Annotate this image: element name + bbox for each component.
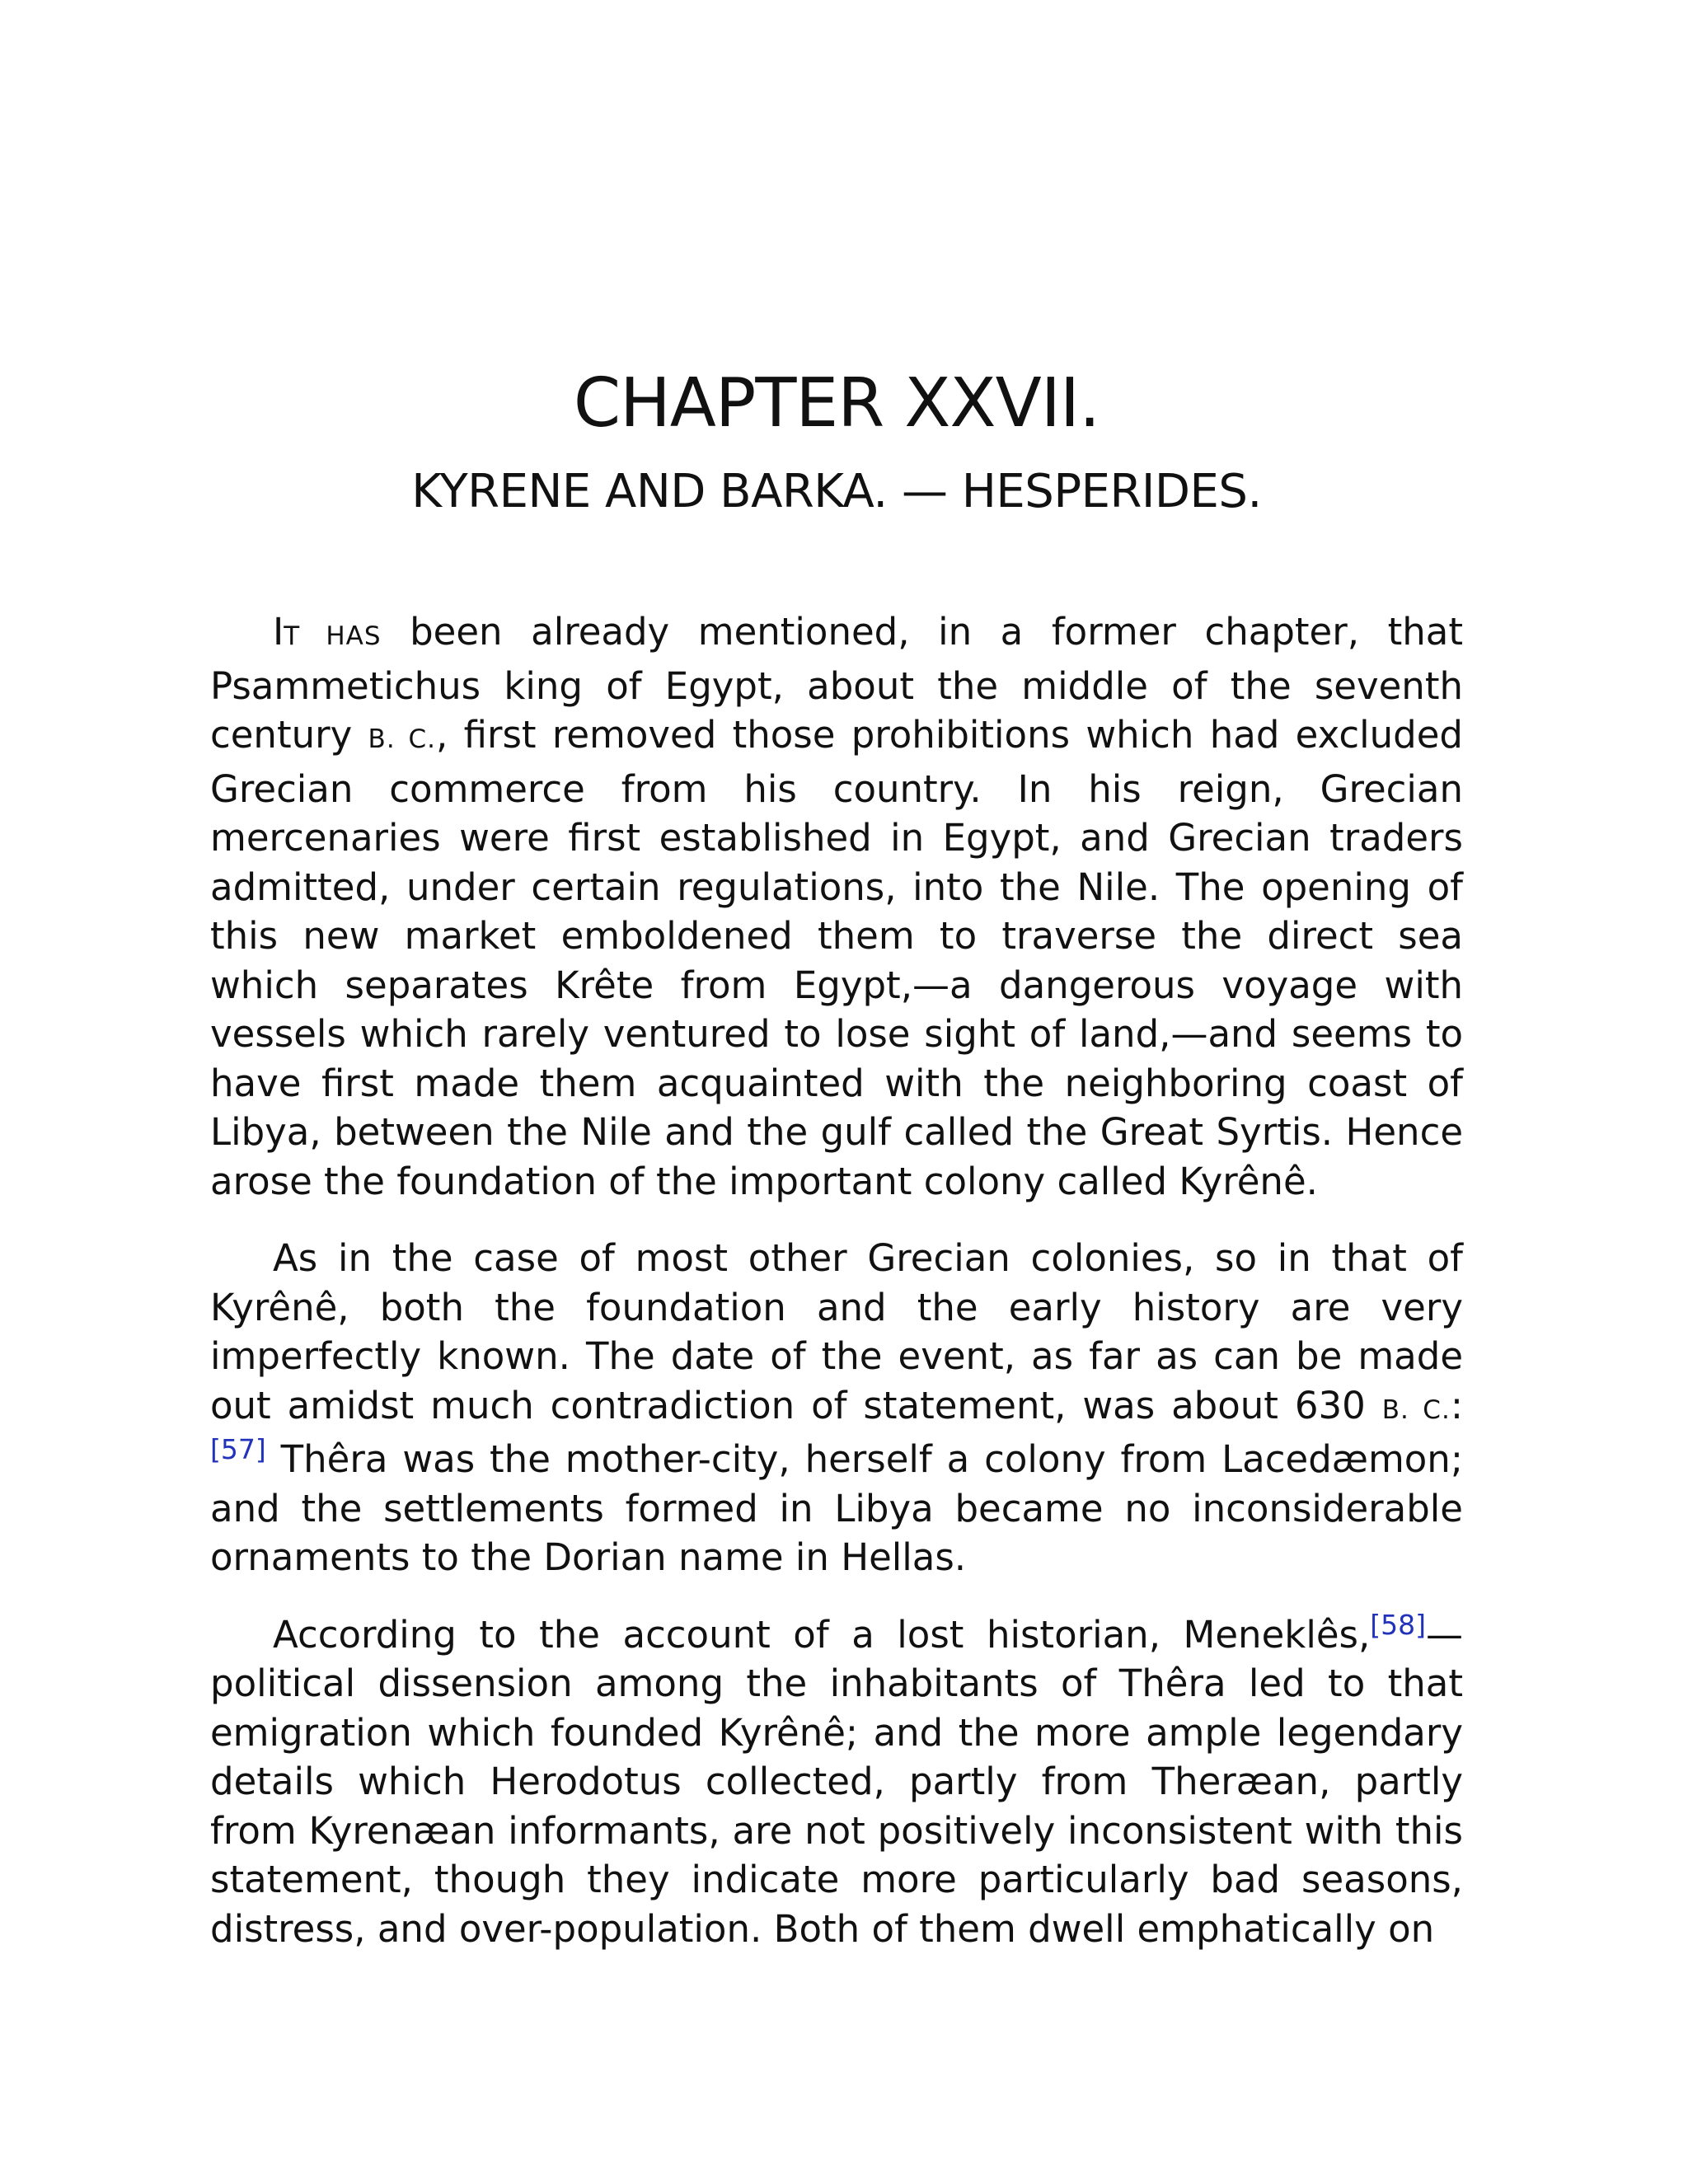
punctuation: :: [1450, 1383, 1463, 1427]
era-abbreviation: B. C.: [1381, 1394, 1451, 1425]
chapter-subtitle: KYRENE AND BARKA. — HESPERIDES.: [411, 465, 1262, 518]
paragraph-text: According to the account of a lost historian, Meneklês,: [273, 1612, 1371, 1657]
footnote-link-57[interactable]: [57]: [210, 1433, 266, 1465]
chapter-title: CHAPTER XXVII.: [573, 364, 1100, 443]
paragraph-2: [210, 1234, 1463, 1582]
footnote-link-58[interactable]: [58]: [1370, 1608, 1426, 1641]
paragraph-3: [210, 1610, 1463, 1954]
paragraph-1: [210, 607, 1463, 1206]
page: [210, 359, 1463, 1981]
paragraph-text: As in the case of most other Grecian colonies, so in that of Kyrênê, both the foundation and the early history are very imperfectly known. The date of the event, as far as can be made out amidst much contradiction of statement, was about 630: [210, 1236, 1463, 1427]
era-abbreviation: B. C.: [368, 724, 437, 754]
chapter-body: [210, 607, 1463, 1953]
drop-capital: I: [273, 610, 284, 654]
paragraph-text: — political dissension among the inhabitants of Thêra led to that emigration which founded Kyrênê; and the more ample legendary details which Herodotus collected, partly from Theræan, partly from Kyrenæan informants, are not positively inconsistent with this statement, though they indicate more particularly bad seasons, distress, and over-population. Both of them dwell emphatically on: [210, 1612, 1463, 1951]
paragraph-text: been already mentioned, in a former chapter, that Psammetichus king of Egypt, about the middle of the seventh century: [210, 610, 1463, 757]
paragraph-text: , first removed those prohibitions which had excluded Grecian commerce from his country. In his reign, Grecian mercenaries were first established in Egypt, and Grecian traders admitted, under certain regulations, into the Nile. The opening of this new market emboldened them to traverse the direct sea which separates Krête from Egypt,—a dangerous voyage with vessels which rarely ventured to lose sight of land,—and seems to have first made them acquainted with the neighboring coast of Libya, between the Nile and the gulf called the Great Syrtis. Hence arose the foundation of the important colony called Kyrênê.: [210, 713, 1463, 1203]
small-caps-opening: T HAS: [284, 621, 382, 651]
paragraph-text: Thêra was the mother-city, herself a colony from Lacedæmon; and the settlements formed in Libya became no inconsiderable ornaments to the Dorian name in Hellas.: [210, 1437, 1463, 1579]
